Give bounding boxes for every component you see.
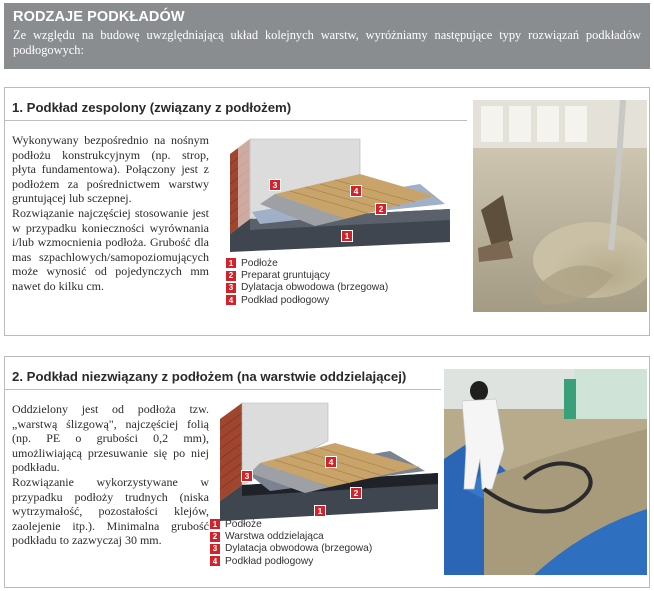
section-title: 2. Podkład niezwiązany z podłożem (na warstwie oddzielającej) [12, 369, 407, 384]
diagram-legend [226, 257, 388, 307]
diagram-legend [210, 518, 372, 568]
diagram-marker-4: 4 [325, 456, 337, 468]
paragraph: Rozwiązanie wykorzystywane w przypadku podłoży trudnych (niska wytrzymałość, pozostałości klejów, zaolejenie itp.). Minimalna grubość podkładu to zazwyczaj 30 mm. [12, 474, 209, 548]
diagram-marker-1: 1 [314, 505, 326, 517]
legend-item: 4 Podkład podłogowy [226, 294, 388, 306]
section-unbonded-screed [4, 356, 650, 588]
legend-item: 3 Dylatacja obwodowa (brzegowa) [226, 282, 388, 294]
paragraph: Rozwiązanie najczęściej stosowanie jest w przypadku konieczności wyrównania i/lub wzmocnienia podłoża. Grubość dla mas szpachlowych/samopoziomujących może wynosić od pojedynczych mm nawet do kilku cm. [12, 205, 209, 293]
section-bonded-screed [4, 87, 650, 336]
legend-item: 4 Podkład podłogowy [210, 555, 372, 567]
diagram-marker-2: 2 [350, 487, 362, 499]
photo-screed-on-foil [444, 369, 647, 575]
paragraph: Wykonywany bezpośrednio na nośnym podłożu konstrukcyjnym (np. strop, płyta fundamentowa). Połączony jest z podłożem za pośrednictwem warstwy gruntującej lub sczepnej. [12, 133, 209, 206]
diagram-marker-1: 1 [341, 230, 353, 242]
diagram-marker-4: 4 [350, 185, 362, 197]
page-title: RODZAJE PODKŁADÓW [13, 9, 185, 25]
layer-diagram-bonded [220, 124, 460, 254]
diagram-marker-3: 3 [269, 179, 281, 191]
title-divider [5, 120, 467, 121]
intro-text: Ze względu na budowę uwzględniającą układ kolejnych warstw, wyróżniamy następujące typy rozwiązań podkładów podłogowych: [13, 28, 641, 57]
diagram-marker-3: 3 [241, 470, 253, 482]
header-banner [4, 3, 650, 69]
section-body [12, 402, 209, 548]
legend-item: 2 Preparat gruntujący [226, 269, 388, 281]
legend-item: 1 Podłoże [226, 257, 388, 269]
photo-self-leveling-pour [473, 100, 647, 312]
section-body [12, 133, 209, 294]
diagram-marker-2: 2 [375, 203, 387, 215]
layer-diagram-unbonded [210, 387, 445, 522]
legend-item: 3 Dylatacja obwodowa (brzegowa) [210, 543, 372, 555]
paragraph: Oddzielony jest od podłoża tzw. „warstwą ślizgową", najczęściej folią (np. PE o grubości 0,2 mm), umożliwiającą przesuwanie się po niej podkładu. [12, 402, 209, 475]
section-title: 1. Podkład zespolony (związany z podłożem) [12, 100, 292, 115]
legend-item: 1 Podłoże [210, 518, 372, 530]
legend-item: 2 Warstwa oddzielająca [210, 530, 372, 542]
